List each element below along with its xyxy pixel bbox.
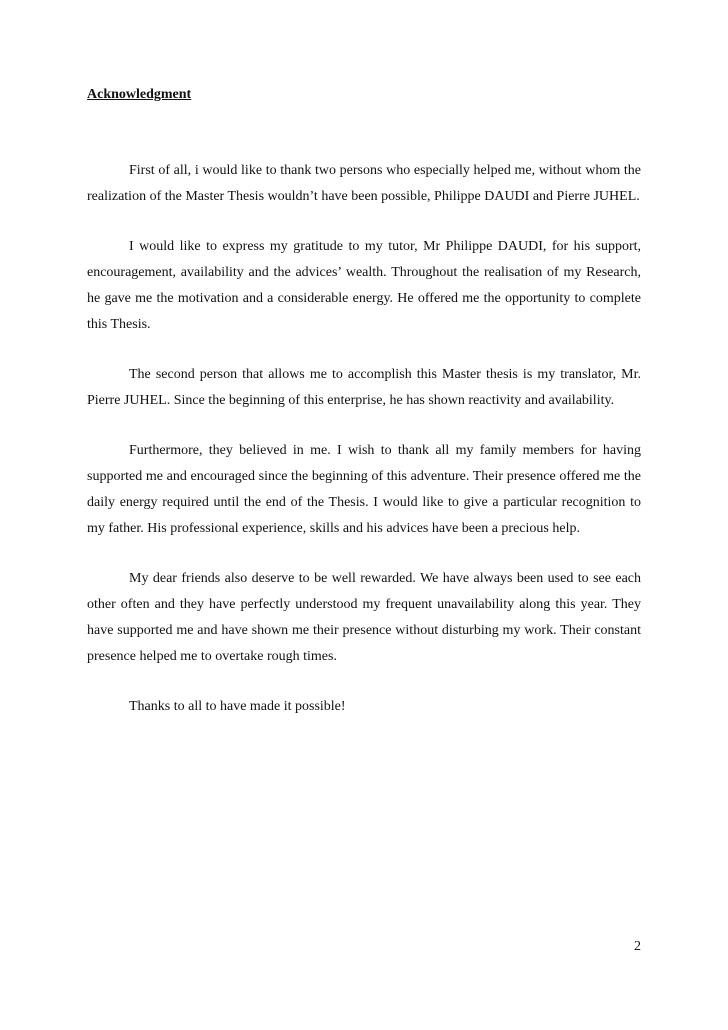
page-heading: Acknowledgment bbox=[87, 87, 192, 102]
document-body bbox=[87, 158, 641, 744]
page-number: 2 bbox=[634, 939, 641, 954]
paragraph-thanks-two-persons: First of all, i would like to thank two persons who especially helped me, without whom the realization of the Master Thesis wouldn’t have been possible, Philippe DAUDI and Pierre JUHEL. bbox=[87, 163, 641, 204]
paragraph-family: Furthermore, they believed in me. I wish to thank all my family members for having supported me and encouraged since the beginning of this adventure. Their presence offered me the daily energy required until the end of the Thesis. I would like to give a particular recognition to my father. His professional experience, skills and his advices have been a precious help. bbox=[87, 443, 641, 536]
paragraph-closing: Thanks to all to have made it possible! bbox=[129, 699, 346, 714]
paragraph-tutor: I would like to express my gratitude to my tutor, Mr Philippe DAUDI, for his support, encouragement, availability and the advices’ wealth. Throughout the realisation of my Research, he gave me the motivation and a considerable energy. He offered me the opportunity to complete this Thesis. bbox=[87, 239, 641, 332]
paragraph-translator: The second person that allows me to accomplish this Master thesis is my translator, Mr. Pierre JUHEL. Since the beginning of this enterprise, he has shown reactivity and availability. bbox=[87, 367, 641, 408]
paragraph-friends: My dear friends also deserve to be well rewarded. We have always been used to see each other often and they have perfectly understood my frequent unavailability along this year. They have supported me and have shown me their presence without disturbing my work. Their constant presence helped me to overtake rough times. bbox=[87, 571, 641, 664]
